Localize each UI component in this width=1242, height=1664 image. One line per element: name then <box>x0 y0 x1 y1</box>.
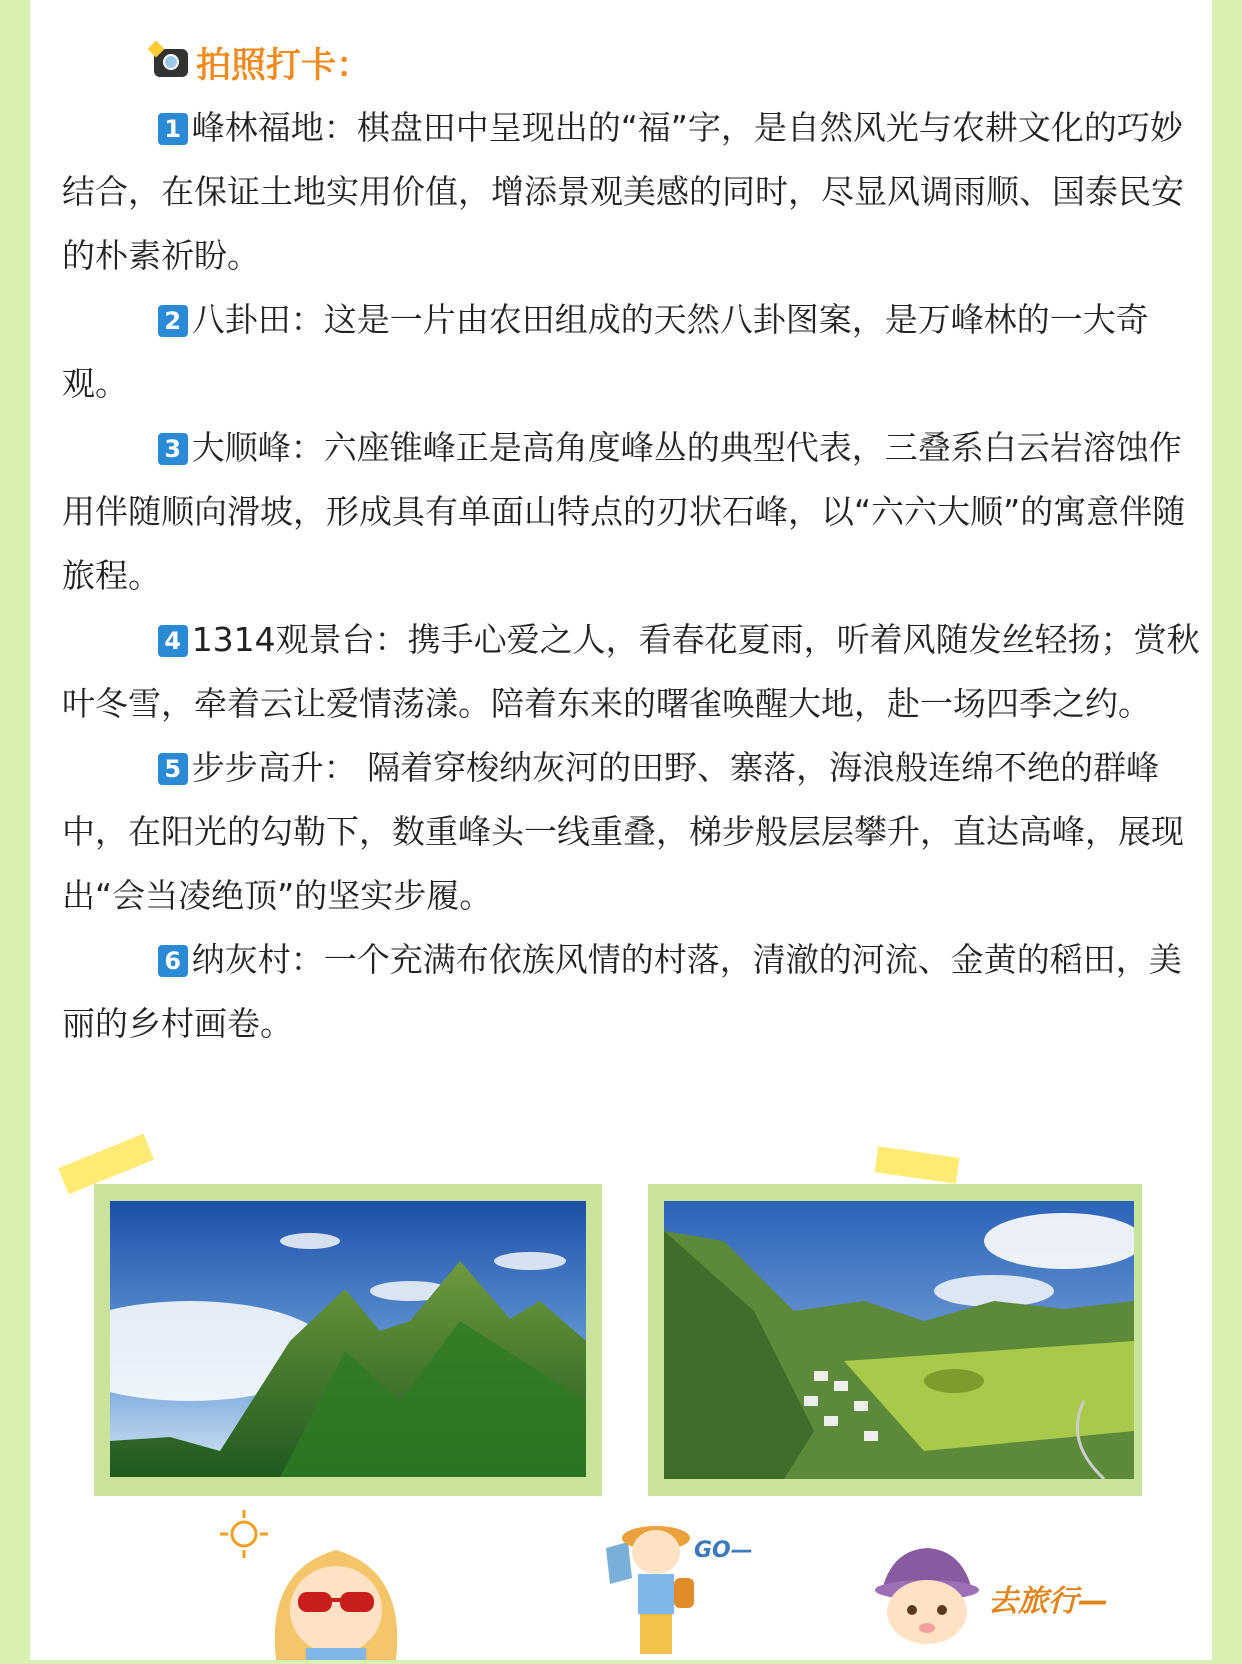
spot-item-2 <box>62 288 1214 416</box>
number-badge: 6 <box>158 945 188 977</box>
spot-list <box>62 96 1214 1056</box>
bucket-hat-boy-icon <box>872 1540 982 1650</box>
camera-icon <box>154 49 188 77</box>
spot-text: 大顺峰：六座锥峰正是高角度峰丛的典型代表，三叠系白云岩溶蚀作用伴随顺向滑坡，形成具有单面山特点的刃状石峰，以“六六大顺”的寓意伴随旅程。 <box>62 428 1186 595</box>
traveler-girl-icon <box>586 1508 706 1660</box>
page <box>30 0 1212 1660</box>
travel-sticker-text: 去旅行— <box>988 1584 1108 1619</box>
spot-item-5 <box>62 736 1214 928</box>
spot-text: 峰林福地：棋盘田中呈现出的“福”字，是自然风光与农耕文化的巧妙结合，在保证土地实用价值，增添景观美感的同时，尽显风调雨顺、国泰民安的朴素祈盼。 <box>62 108 1184 275</box>
number-badge: 3 <box>158 433 188 465</box>
number-badge: 1 <box>158 113 188 145</box>
spot-item-3 <box>62 416 1214 608</box>
girl-sunglasses-icon <box>256 1530 416 1660</box>
section-heading <box>154 38 371 88</box>
spot-text: 纳灰村：一个充满布依族风情的村落，清澈的河流、金黄的稻田，美丽的乡村画卷。 <box>62 940 1182 1043</box>
photo-frame-right <box>648 1184 1142 1496</box>
spot-item-6 <box>62 928 1214 1056</box>
mountain-peaks-photo <box>110 1201 586 1477</box>
number-badge: 2 <box>158 305 188 337</box>
number-badge: 4 <box>158 625 188 657</box>
spot-item-1 <box>62 96 1214 288</box>
go-sticker-text: GO— <box>694 1538 753 1563</box>
number-badge: 5 <box>158 753 188 785</box>
spot-item-4 <box>62 608 1214 736</box>
spot-text: 步步高升： 隔着穿梭纳灰河的田野、寨落，海浪般连绵不绝的群峰中，在阳光的勾勒下，数重峰头一线重叠，梯步般层层攀升，直达高峰，展现出“会当凌绝顶”的坚实步履。 <box>62 748 1184 915</box>
spot-text: 1314观景台：携手心爱之人，看春花夏雨，听着风随发丝轻扬；赏秋叶冬雪，牵着云让爱情荡漾。陪着东来的曙雀唤醒大地，赴一场四季之约。 <box>62 620 1200 723</box>
section-title: 拍照打卡： <box>196 46 372 86</box>
spot-text: 八卦田：这是一片由农田组成的天然八卦图案，是万峰林的一大奇观。 <box>62 300 1149 403</box>
village-valley-photo <box>664 1201 1134 1479</box>
photo-frame-left <box>94 1184 602 1496</box>
tape-decoration <box>875 1146 960 1183</box>
